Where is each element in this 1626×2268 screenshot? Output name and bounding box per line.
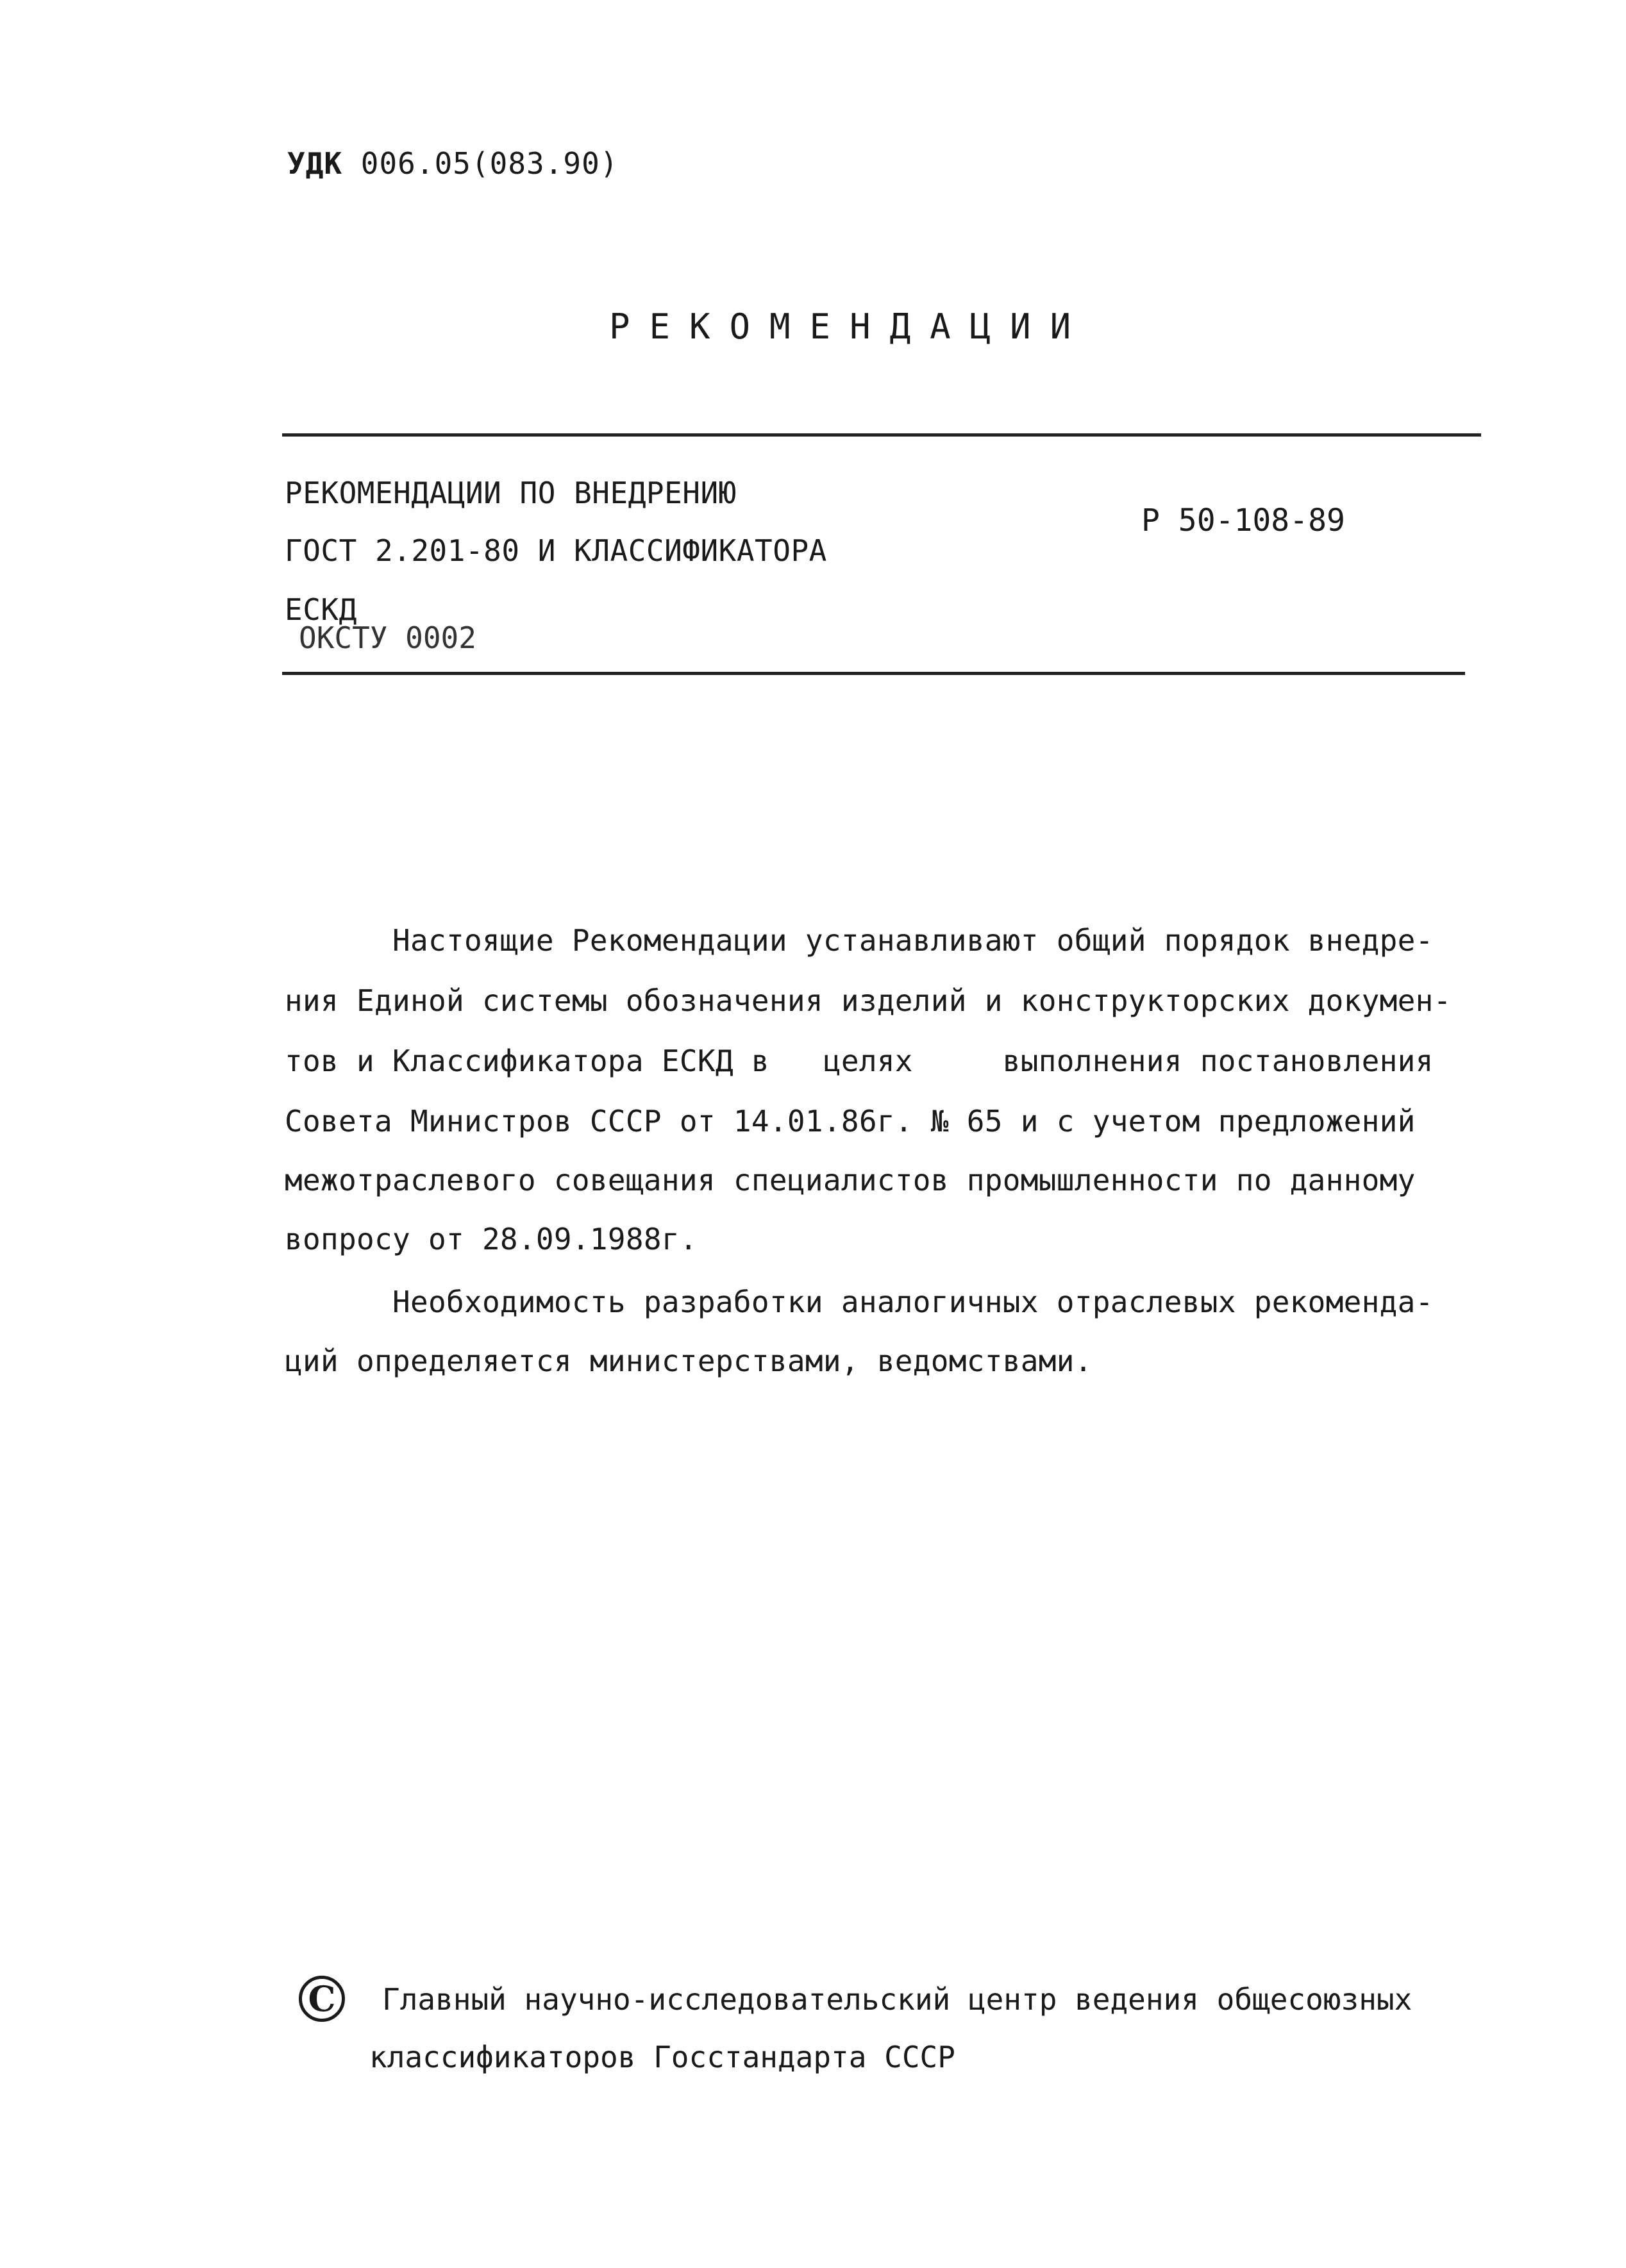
copyright-holder-line-2: классификаторов Госстандарта СССР (369, 2040, 955, 2074)
body-line: тов и Классификатора ЕСКД в целях выполнения постановления (285, 1044, 1434, 1078)
document-name-line-2: ГОСТ 2.201-80 И КЛАССИФИКАТОРА (285, 533, 827, 568)
body-line: ния Единой системы обозначения изделий и конструкторских докумен- (285, 983, 1452, 1018)
udk-code (287, 146, 619, 181)
body-line: вопросу от 28.09.1988г. (285, 1222, 698, 1256)
body-line: межотраслевого совещания специалистов промышленности по данному (285, 1163, 1416, 1197)
body-line: ций определяется министерствами, ведомствами. (285, 1344, 1093, 1378)
document-name-line-1: РЕКОМЕНДАЦИИ ПО ВНЕДРЕНИЮ (285, 476, 737, 510)
body-line: Настоящие Рекомендации устанавливают общий порядок внедре- (285, 923, 1434, 958)
copyright-holder-line-1: Главный научно-исследовательский центр ведения общесоюзных (382, 1982, 1412, 2017)
bottom-divider (282, 672, 1465, 675)
udk-label: УДК (287, 146, 343, 181)
body-line: Совета Министров СССР от 14.01.86г. № 65 и с учетом предложений (285, 1104, 1416, 1138)
body-line: Необходимость разработки аналогичных отраслевых рекоменда- (285, 1285, 1434, 1319)
okstu-code: ОКСТУ 0002 (299, 621, 476, 655)
page-title: РЕКОМЕНДАЦИИ (609, 306, 1091, 347)
document-code: Р 50-108-89 (1141, 503, 1345, 538)
udk-value: 006.05(083.90) (360, 146, 619, 181)
document-name-line-3: ЕСКД (285, 592, 357, 627)
copyright-icon: C (299, 1976, 345, 2022)
top-divider (282, 433, 1481, 437)
